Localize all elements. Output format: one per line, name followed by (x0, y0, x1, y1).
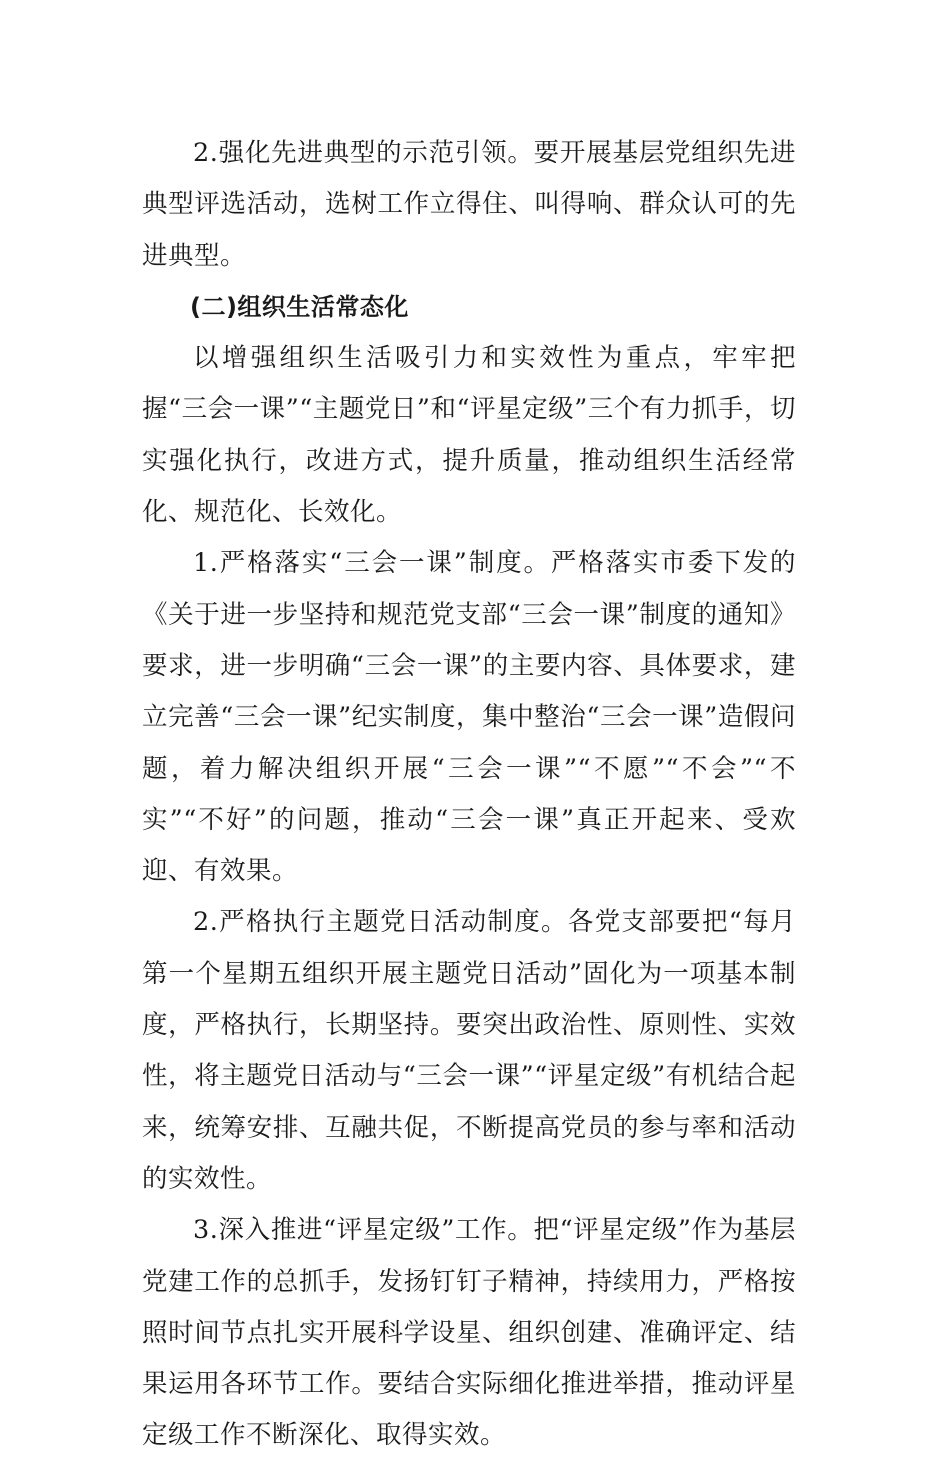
paragraph-star-rating: 3.深入推进“评星定级”工作。把“评星定级”作为基层党建工作的总抓手，发扬钉钉子精神，持续用力，严格按照时间节点扎实开展科学设星、组织创建、准确评定、结果运用各环节工作。要结合实际细化推进举措，推动评星定级工作不断深化、取得实效。 (142, 1215, 796, 1451)
document-body (142, 128, 796, 1462)
paragraph-organizational-life-intro: 以增强组织生活吸引力和实效性为重点，牢牢把握“三会一课”“主题党日”和“评星定级”三个有力抓手，切实强化执行，改进方式，提升质量，推动组织生活经常化、规范化、长效化。 (142, 343, 796, 528)
paragraph-typical-examples: 2.强化先进典型的示范引领。要开展基层党组织先进典型评选活动，选树工作立得住、叫得响、群众认可的先进典型。 (142, 138, 796, 271)
paragraph-theme-party-day: 2.严格执行主题党日活动制度。各党支部要把“每月第一个星期五组织开展主题党日活动”固化为一项基本制度，严格执行，长期坚持。要突出政治性、原则性、实效性，将主题党日活动与“三会一课”“评星定级”有机结合起来，统筹安排、互融共促，不断提高党员的参与率和活动的实效性。 (142, 907, 796, 1194)
paragraph-three-meetings-one-lesson: 1.严格落实“三会一课”制度。严格落实市委下发的《关于进一步坚持和规范党支部“三会一课”制度的通知》要求，进一步明确“三会一课”的主要内容、具体要求，建立完善“三会一课”纪实制度，集中整治“三会一课”造假问题，着力解决组织开展“三会一课”“不愿”“不会”“不实”“不好”的问题，推动“三会一课”真正开起来、受欢迎、有效果。 (142, 548, 796, 887)
section-heading-organizational-life: (二)组织生活常态化 (190, 292, 409, 321)
